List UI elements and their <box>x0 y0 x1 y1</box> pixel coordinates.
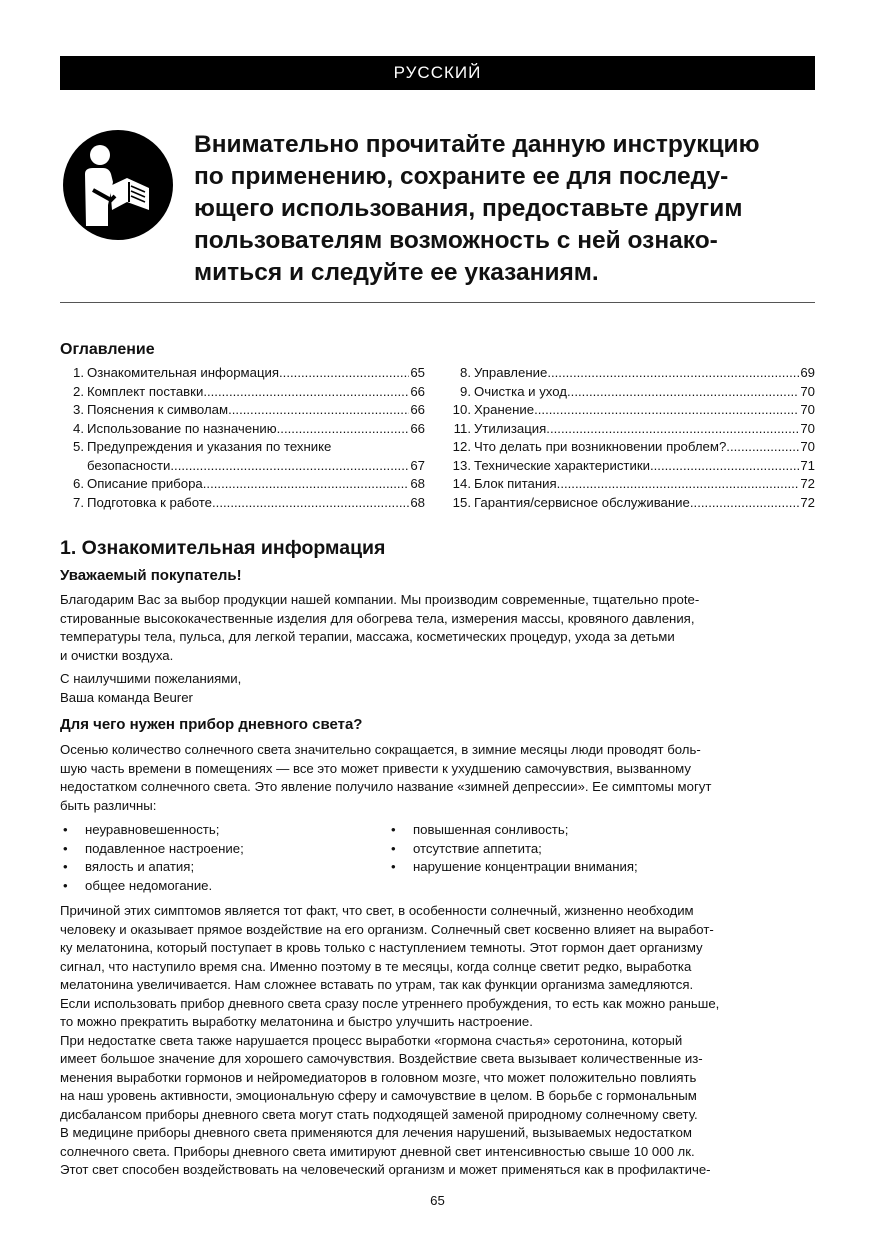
toc-label: Хранение <box>474 402 535 417</box>
text-line: В медицине приборы дневного света применяются для лечения нарушений, вызываемых недостатком <box>60 1125 692 1140</box>
text-line: Если использовать прибор дневного света сразу после утреннего пробуждения, то есть как можно раньше, <box>60 995 720 1011</box>
text-line: дисбалансом приборы дневного света могут стать подходящей заменой природному солнечному свету. <box>60 1106 698 1122</box>
toc-page: 65 <box>410 365 425 380</box>
toc-page: 66 <box>410 420 425 436</box>
text-line: температуры тела, пульса, для легкой терапии, массажа, косметических процедур, ухода за детьми <box>60 629 675 644</box>
text-line: то можно прекратить выработку мелатонина и быстро улучшить настроение. <box>60 1014 533 1029</box>
welcome-paragraph <box>60 591 820 665</box>
question-heading: Для чего нужен прибор дневного света? <box>60 716 363 733</box>
warning-line: миться и следуйте ее указаниям. <box>194 259 599 286</box>
regards-paragraph <box>60 670 820 707</box>
toc-label: Комплект поставки <box>87 383 204 399</box>
toc-entry[interactable] <box>450 457 815 476</box>
toc-leader <box>277 420 410 439</box>
toc-entry[interactable] <box>450 438 815 457</box>
divider <box>60 302 815 303</box>
toc-page: 69 <box>800 365 815 380</box>
text-line: Причиной этих симптомов является тот факт, что свет, в особенности солнечный, жизненно необходим <box>60 903 694 918</box>
text-line: на наш уровень активности, эмоциональную сферу и самочувствие в целом. В борьбе с гормональным <box>60 1088 697 1103</box>
toc-label: Блок питания <box>474 476 557 491</box>
toc-page: 70 <box>800 420 815 436</box>
toc-entry[interactable] <box>64 438 425 457</box>
toc-number: 12. <box>452 439 471 454</box>
toc-label: Пояснения к символам <box>87 402 229 417</box>
toc-number: 10. <box>452 402 471 417</box>
toc-page: 68 <box>410 476 425 491</box>
toc-leader <box>534 401 799 420</box>
toc-label: безопасности <box>87 457 171 473</box>
toc-number: 3. <box>73 402 84 417</box>
toc-entry[interactable] <box>450 420 815 439</box>
text-line: имеет большое значение для хорошего самочувствия. Воздействие света вызывает количественные из- <box>60 1051 703 1066</box>
toc-leader <box>650 457 799 476</box>
toc-page: 71 <box>800 457 815 473</box>
toc-leader <box>690 494 799 513</box>
text-line: Ваша команда Beurer <box>60 689 193 705</box>
toc-entry[interactable] <box>450 494 815 513</box>
toc-number: 1. <box>73 365 84 380</box>
causes-paragraph <box>60 902 820 1180</box>
text-line: мелатонина увеличивается. Нам сложнее вставать по утрам, так как функции организма замедляются. <box>60 977 694 992</box>
text-line: стированные высококачественные изделия для обогрева тела, измерения массы, кровяного давления, <box>60 610 695 626</box>
text-line: Этот свет способен воздействовать на человеческий организм и может применяться как в профилактиче- <box>60 1162 711 1177</box>
toc-label: Технические характеристики <box>474 457 650 473</box>
toc-page: 70 <box>800 439 815 454</box>
toc-leader <box>203 383 409 402</box>
text-line: быть различны: <box>60 797 157 813</box>
toc-label: Управление <box>474 365 548 380</box>
read-manual-icon <box>63 130 173 240</box>
toc-number: 6. <box>73 476 84 491</box>
toc-entry[interactable] <box>450 401 815 420</box>
toc-page: 66 <box>410 402 425 417</box>
toc-page: 68 <box>410 494 425 510</box>
toc-entry[interactable] <box>450 364 815 383</box>
toc-leader <box>203 475 410 494</box>
symptom-item: • вялость и апатия; <box>60 858 380 877</box>
toc-label: Утилизация <box>474 420 547 436</box>
toc-page: 66 <box>410 383 425 399</box>
language-header <box>60 56 815 90</box>
toc-entry-continued[interactable] <box>64 457 425 476</box>
toc-leader <box>170 457 409 476</box>
toc-entry[interactable] <box>64 383 425 402</box>
warning-headline <box>194 129 819 289</box>
toc-label: Ознакомительная информация <box>87 365 280 380</box>
toc-right-column <box>450 364 815 512</box>
toc-number: 5. <box>73 439 84 454</box>
toc-label: Гарантия/сервисное обслуживание <box>474 494 690 510</box>
text-line: ку мелатонина, который поступает в кровь только с наступлением темноты. Этот гормон дает организму <box>60 940 703 955</box>
text-line: шую часть времени в помещениях — все это может привести к ухудшению самочувствия, вызванному <box>60 760 691 776</box>
toc-label: Что делать при возникновении проблем? <box>474 439 727 454</box>
text-line: Благодарим Вас за выбор продукции нашей компании. Мы производим современные, тщательно прote- <box>60 592 700 607</box>
toc-label: Предупреждения и указания по технике <box>87 439 332 454</box>
text-line: сигнал, что наступило время сна. Именно поэтому в те месяцы, когда солнце светит редко, выработка <box>60 958 692 974</box>
autumn-paragraph <box>60 741 820 815</box>
toc-number: 15. <box>452 494 471 510</box>
toc-leader <box>547 364 799 383</box>
toc-title: Оглавление <box>60 341 155 358</box>
toc-number: 14. <box>452 476 471 491</box>
symptoms-list-left <box>60 821 380 895</box>
toc-label: Использование по назначению <box>87 420 277 436</box>
toc-leader <box>557 475 800 494</box>
text-line: менения выработки гормонов и нейромедиаторов в головном мозге, что может положительно повлиять <box>60 1069 697 1085</box>
text-line: человеку и оказывает прямое воздействие на его организм. Солнечный свет косвенно влияет на выработ- <box>60 921 714 937</box>
toc-leader <box>228 401 409 420</box>
text-line: недостатком солнечного света. Это явление получило название «зимней депрессии». Ее симптомы могут <box>60 779 712 794</box>
toc-entry[interactable] <box>64 420 425 439</box>
toc-entry[interactable] <box>64 401 425 420</box>
symptom-item: • повышенная сонливость; <box>388 821 808 840</box>
toc-label: Очистка и уход <box>474 383 567 399</box>
warning-line: пользователям возможность с ней ознако- <box>194 227 718 254</box>
toc-page: 72 <box>800 476 815 491</box>
warning-line: ющего использования, предоставьте другим <box>194 195 743 222</box>
toc-number: 7. <box>73 494 84 510</box>
toc-leader <box>567 383 799 402</box>
toc-label: Описание прибора <box>87 476 203 491</box>
toc-number: 9. <box>460 383 471 399</box>
toc-entry[interactable] <box>64 364 425 383</box>
toc-entry[interactable] <box>64 475 425 494</box>
toc-entry[interactable] <box>450 383 815 402</box>
toc-number: 13. <box>452 457 471 473</box>
toc-left-column <box>64 364 425 512</box>
text-line: солнечного света. Приборы дневного света имитируют дневной свет интенсивностью свыше 10 000 лк. <box>60 1143 695 1159</box>
toc-entry[interactable] <box>450 475 815 494</box>
toc-number: 8. <box>460 365 471 380</box>
section-title: 1. Ознакомительная информация <box>60 537 386 559</box>
toc-label: Подготовка к работе <box>87 494 212 510</box>
toc-number: 2. <box>73 383 84 399</box>
toc-page: 70 <box>800 402 815 417</box>
greeting-heading: Уважаемый покупатель! <box>60 567 242 584</box>
toc-page: 67 <box>410 457 425 473</box>
symptom-item: • нарушение концентрации внимания; <box>388 858 808 877</box>
toc-number: 4. <box>73 420 84 436</box>
toc-leader <box>546 420 799 439</box>
symptom-item: • отсутствие аппетита; <box>388 840 808 859</box>
toc-page: 70 <box>800 383 815 399</box>
toc-number: 11. <box>453 420 471 436</box>
toc-entry[interactable] <box>64 494 425 513</box>
symptom-item: • неуравновешенность; <box>60 821 380 840</box>
symptoms-list-right <box>388 821 808 877</box>
warning-line: по применению, сохраните ее для последу- <box>194 163 729 190</box>
text-line: При недостатке света также нарушается процесс выработки «гормона счастья» серотонина, который <box>60 1032 683 1048</box>
toc-leader <box>279 364 409 383</box>
warning-line: Внимательно прочитайте данную инструкцию <box>194 131 760 158</box>
page-number: 65 <box>430 1193 445 1208</box>
symptom-item: • подавленное настроение; <box>60 840 380 859</box>
toc-page: 72 <box>800 494 815 510</box>
symptom-item: • общее недомогание. <box>60 877 380 896</box>
toc-leader <box>726 438 799 457</box>
text-line: Осенью количество солнечного света значительно сокращается, в зимние месяцы люди проводят боль- <box>60 742 701 757</box>
language-label: РУССКИЙ <box>393 63 482 82</box>
text-line: С наилучшими пожеланиями, <box>60 671 242 686</box>
text-line: и очистки воздуха. <box>60 647 174 663</box>
toc-leader <box>212 494 409 513</box>
